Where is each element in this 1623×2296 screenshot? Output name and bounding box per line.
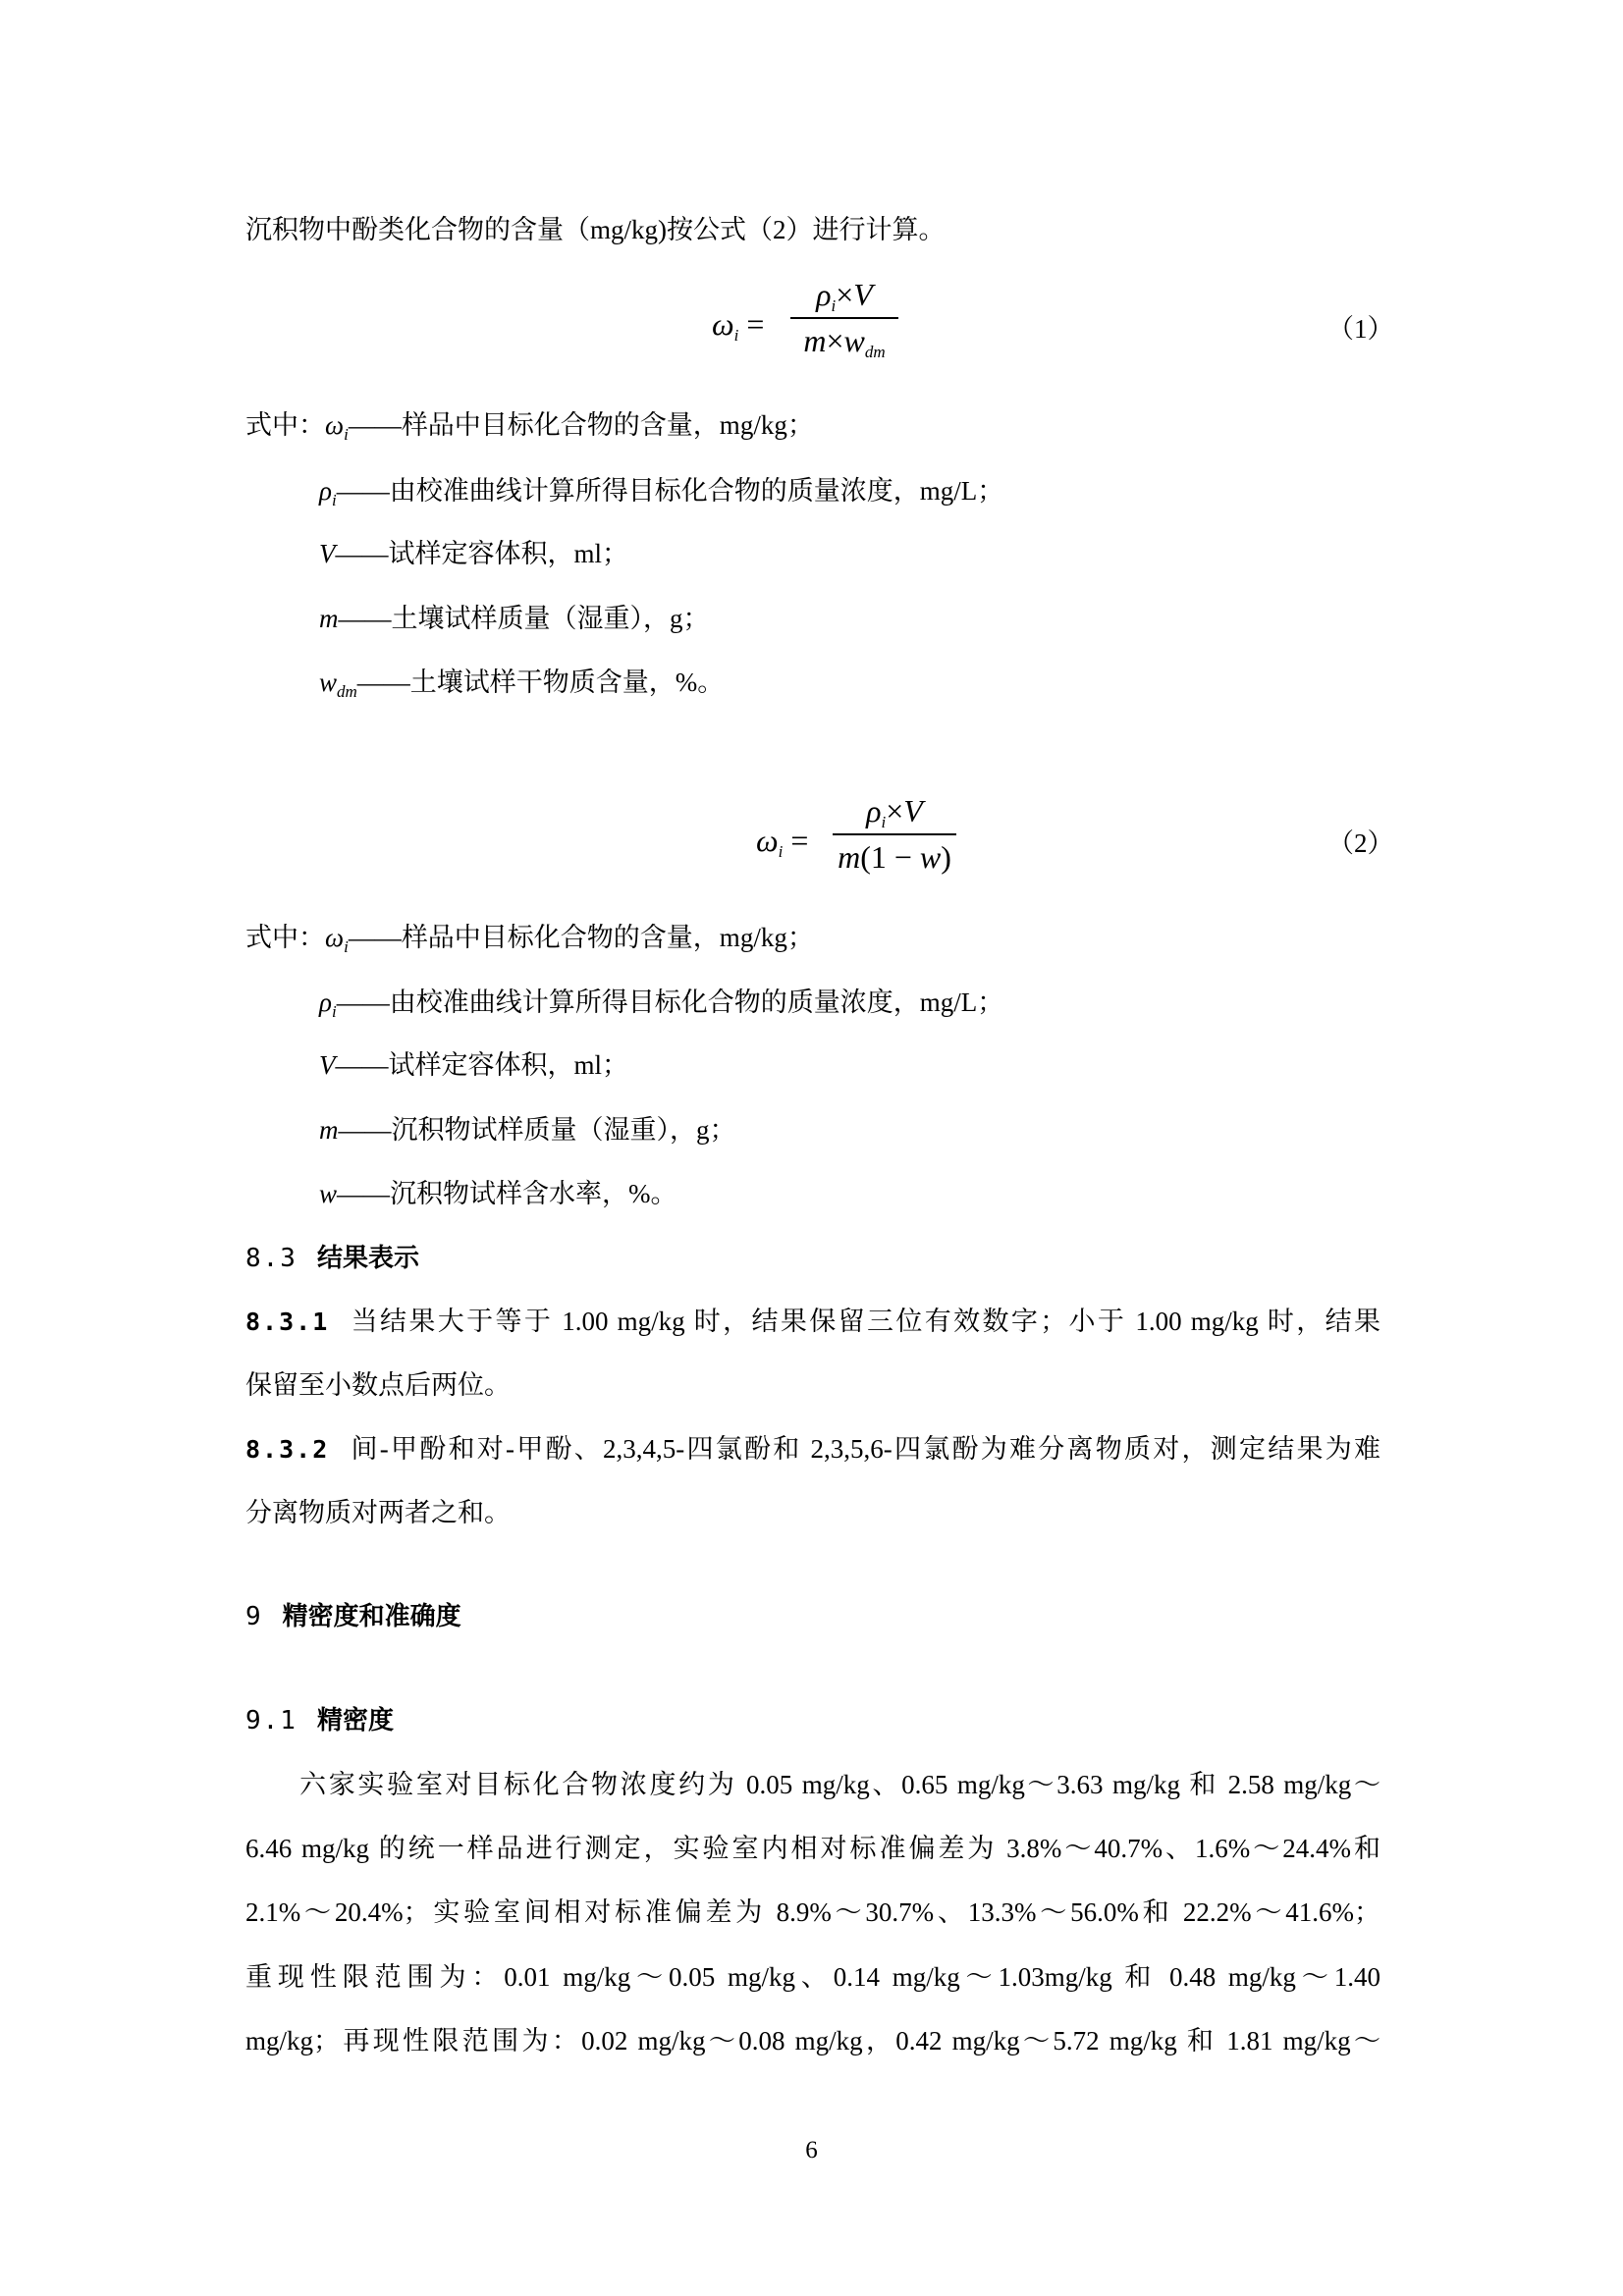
formula-2-fraction-bar bbox=[833, 833, 956, 835]
section-8-3-1-line-2: 保留至小数点后两位。 bbox=[245, 1370, 511, 1400]
formula-1-fraction bbox=[790, 277, 898, 359]
precision-line-2: 6.46 mg/kg 的统一样品进行测定，实验室内相对标准偏差为 3.8%～40.7%、1.6%～24.4%和 bbox=[245, 1834, 1380, 1863]
defs2-rho: $\rho_i——$由校准曲线计算所得目标化合物的质量浓度，mg/L； bbox=[319, 988, 1004, 1021]
defs1-w: $w_{dm}——$土壤试样干物质含量，%。 bbox=[319, 667, 725, 701]
defs2-v: V——试样定容体积，ml； bbox=[319, 1050, 629, 1080]
formula-2-lhs: $\omega_i$ = bbox=[756, 823, 809, 861]
formula-2-denominator: m(1 − w) bbox=[838, 839, 951, 875]
section-8-3-heading: 8.3 结果表示 bbox=[245, 1244, 419, 1273]
defs1-omega: 式中：$\omega_i——$样品中目标化合物的含量，mg/kg； bbox=[245, 410, 814, 444]
formula-2-fraction bbox=[833, 793, 956, 876]
precision-line-4: 重现性限范围为：0.01 mg/kg～0.05 mg/kg、0.14 mg/kg～1.03mg/kg 和 0.48 mg/kg～1.40 bbox=[245, 1962, 1380, 1992]
precision-line-1: 六家实验室对目标化合物浓度约为 0.05 mg/kg、0.65 mg/kg～3.63 mg/kg 和 2.58 mg/kg～ bbox=[299, 1770, 1380, 1799]
page-number: 6 bbox=[805, 2137, 818, 2163]
formula-2-numerator: $\rho_i\times V$ bbox=[866, 793, 923, 831]
equation-number-1: （1） bbox=[1327, 314, 1394, 344]
precision-line-3: 2.1%～20.4%；实验室间相对标准偏差为 8.9%～30.7%、13.3%～56.0%和 22.2%～41.6%； bbox=[245, 1897, 1380, 1927]
intro-paragraph: 沉积物中酚类化合物的含量（mg/kg)按公式（2）进行计算。 bbox=[245, 215, 946, 244]
defs1-v: V——试样定容体积，ml； bbox=[319, 539, 629, 568]
defs2-w: w——沉积物试样含水率，%。 bbox=[319, 1179, 677, 1208]
section-9-heading: 9 精密度和准确度 bbox=[245, 1602, 461, 1631]
formula-1-fraction-bar bbox=[790, 317, 898, 319]
section-9-1-heading: 9.1 精密度 bbox=[245, 1706, 394, 1735]
section-8-3-2-line-1: 8.3.2 间-甲酚和对-甲酚、2,3,4,5-四氯酚和 2,3,5,6-四氯酚为难分离物质对，测定结果为难 bbox=[245, 1434, 1380, 1464]
defs1-rho: $\rho_i——$由校准曲线计算所得目标化合物的质量浓度，mg/L； bbox=[319, 476, 1004, 509]
formula-1-numerator: $\rho_i\times V$ bbox=[816, 277, 873, 315]
equation-number-2: （2） bbox=[1327, 828, 1394, 858]
section-8-3-1-line-1: 8.3.1 当结果大于等于 1.00 mg/kg 时，结果保留三位有效数字；小于 1.00 mg/kg 时，结果 bbox=[245, 1307, 1380, 1336]
precision-line-5: mg/kg；再现性限范围为：0.02 mg/kg～0.08 mg/kg，0.42 mg/kg～5.72 mg/kg 和 1.81 mg/kg～ bbox=[245, 2026, 1380, 2056]
defs2-omega: 式中：$\omega_i——$样品中目标化合物的含量，mg/kg； bbox=[245, 923, 814, 956]
defs1-m: m——土壤试样质量（湿重），g； bbox=[319, 604, 710, 633]
section-8-3-2-line-2: 分离物质对两者之和。 bbox=[245, 1498, 511, 1527]
formula-1-lhs: $\omega_i$ = bbox=[712, 306, 765, 345]
defs2-m: m——沉积物试样质量（湿重），g； bbox=[319, 1115, 736, 1145]
formula-1-denominator: $m\times w_{dm}$ bbox=[803, 323, 886, 361]
